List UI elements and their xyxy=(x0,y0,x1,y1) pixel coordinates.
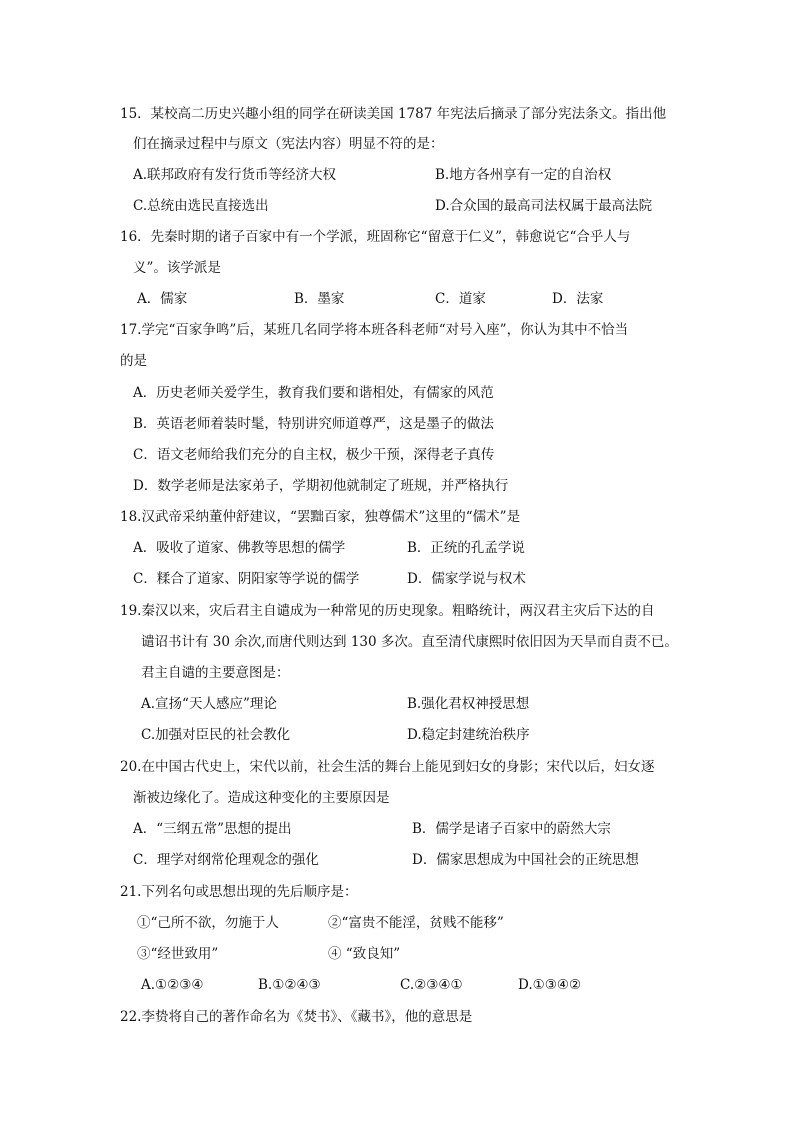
question-17-option-a: A．历史老师关爱学生，教育我们要和谐相处，有儒家的风范 xyxy=(133,385,494,401)
question-15-option-b: B.地方各州享有一定的自治权 xyxy=(435,167,612,183)
question-17-line-2: 的是 xyxy=(120,353,147,369)
question-21-item-3: ③“经世致用” xyxy=(137,946,219,962)
question-19-option-a: A.宣扬“天人感应”理论 xyxy=(141,696,277,712)
question-18-option-c: C．糅合了道家、阴阳家等学说的儒学 xyxy=(133,571,360,587)
question-21-item-1: ①“己所不欲，勿施于人 xyxy=(137,915,279,931)
question-15-option-c: C.总统由选民直接选出 xyxy=(133,198,269,214)
question-17-option-b: B．英语老师着装时髦，特别讲究师道尊严，这是墨子的做法 xyxy=(133,416,494,432)
question-15-option-d: D.合众国的最高司法权属于最高法院 xyxy=(435,198,653,214)
question-19-option-c: C.加强对臣民的社会教化 xyxy=(141,727,291,743)
question-19-line-2: 谴诏书计有 30 余次,而唐代则达到 130 多次。直至清代康熙时依旧因为天旱而自责不已。 xyxy=(141,634,678,650)
question-20-option-c: C．理学对纲常伦理观念的强化 xyxy=(133,852,319,868)
question-15-option-a: A.联邦政府有发行货币等经济大权 xyxy=(133,167,337,183)
question-17-option-d: D．数学老师是法家弟子，学期初他就制定了班规，并严格执行 xyxy=(133,478,509,494)
question-21-line-1: 21.下列名句或思想出现的先后顺序是： xyxy=(120,884,358,900)
question-16-line-1: 16．先秦时期的诸子百家中有一个学派，班固称它“留意于仁义”，韩愈说它“合乎人与 xyxy=(120,229,631,245)
question-16-option-b: B．墨家 xyxy=(294,291,345,307)
question-18-line-1: 18.汉武帝采纳董仲舒建议，“罢黜百家，独尊儒术”这里的“儒术”是 xyxy=(120,509,521,525)
question-16-line-2: 义”。该学派是 xyxy=(133,260,221,276)
question-21-item-4: ④ “致良知” xyxy=(328,946,401,962)
question-21-option-d: D.①③④② xyxy=(518,977,582,993)
question-17-option-c: C．语文老师给我们充分的自主权，极少干预，深得老子真传 xyxy=(133,447,495,463)
question-19-line-1: 19.秦汉以来，灾后君主自谴成为一种常见的历史现象。粗略统计，两汉君主灾后下达的自 xyxy=(120,603,655,619)
question-20-line-2: 渐被边缘化了。造成这种变化的主要原因是 xyxy=(133,790,390,806)
question-21-option-c: C.②③④① xyxy=(400,977,463,993)
question-17-line-1: 17.学完“百家争鸣”后，某班几名同学将本班各科老师“对号入座”，你认为其中不恰当 xyxy=(120,322,629,338)
question-16-option-c: C．道家 xyxy=(435,291,486,307)
question-16-option-d: D．法家 xyxy=(552,291,604,307)
question-20-option-b: B．儒学是诸子百家中的蔚然大宗 xyxy=(412,821,611,837)
question-18-option-b: B．正统的孔孟学说 xyxy=(407,540,525,556)
question-19-option-b: B.强化君权神授思想 xyxy=(407,696,530,712)
question-19-option-d: D.稳定封建统治秩序 xyxy=(407,727,530,743)
question-16-option-a: A．儒家 xyxy=(137,291,188,307)
question-20-option-d: D．儒家思想成为中国社会的正统思想 xyxy=(412,852,639,868)
question-15-line-2: 们在摘录过程中与原文（宪法内容）明显不符的是： xyxy=(133,136,444,152)
question-22-line-1: 22.李贽将自己的著作命名为《焚书》、《藏书》，他的意思是 xyxy=(120,1009,473,1025)
question-18-option-d: D．儒家学说与权术 xyxy=(407,571,526,587)
question-20-line-1: 20.在中国古代史上，宋代以前，社会生活的舞台上能见到妇女的身影；宋代以后，妇女逐 xyxy=(120,759,655,775)
question-15-line-1: 15．某校高二历史兴趣小组的同学在研读美国 1787 年宪法后摘录了部分宪法条文。指出他 xyxy=(120,106,667,122)
question-20-option-a: A．“三纲五常”思想的提出 xyxy=(133,821,292,837)
question-18-option-a: A．吸收了道家、佛教等思想的儒学 xyxy=(133,540,346,556)
question-21-option-b: B.①②④③ xyxy=(258,977,321,993)
question-19-line-3: 君主自谴的主要意图是： xyxy=(141,665,290,681)
question-21-option-a: A.①②③④ xyxy=(141,977,204,993)
question-21-item-2: ②“富贵不能淫，贫贱不能移” xyxy=(328,915,504,931)
